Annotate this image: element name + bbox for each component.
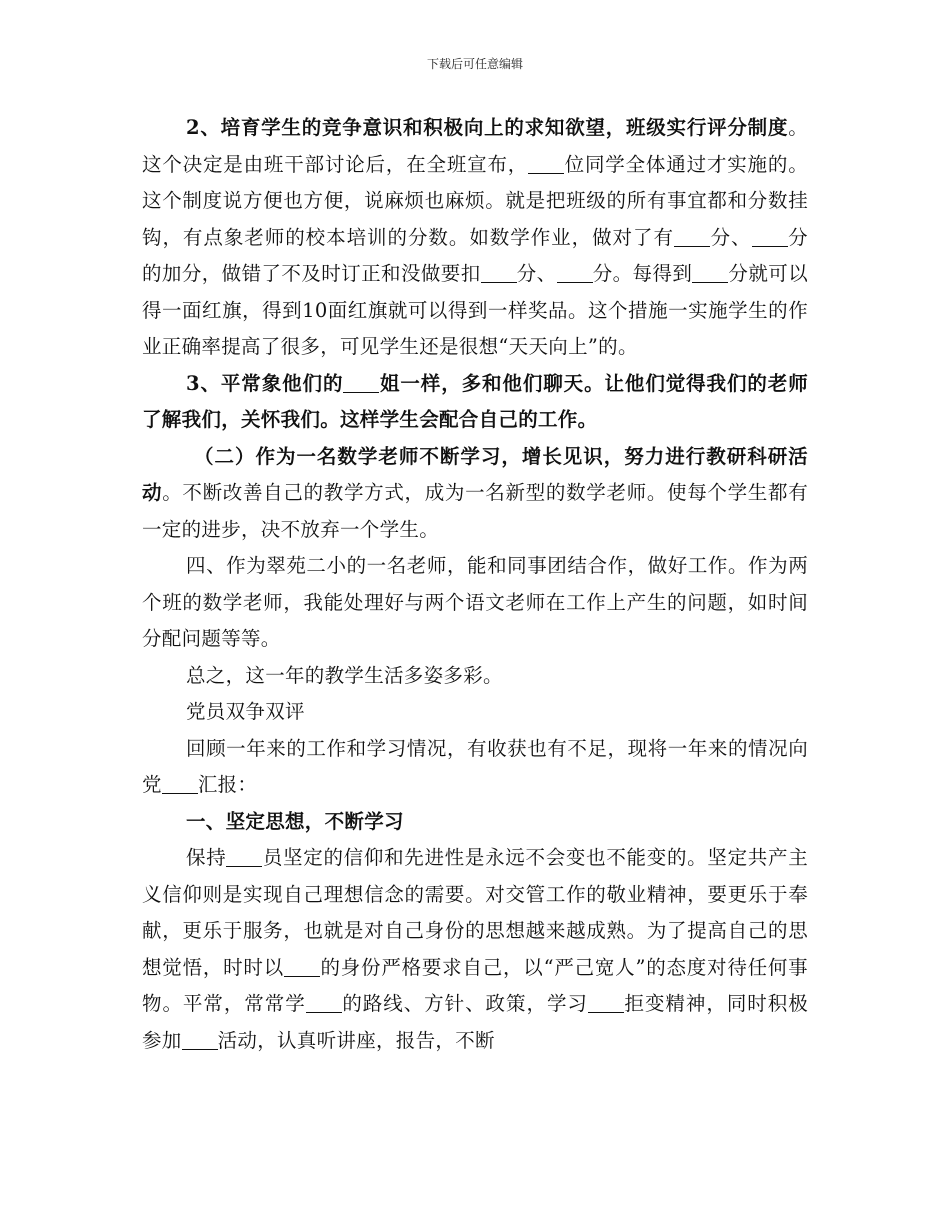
- blank-underline: [557, 262, 593, 283]
- blank-underline: [674, 226, 710, 247]
- blank-underline: [182, 1029, 218, 1050]
- blank-underline: [226, 846, 262, 867]
- blank-underline: [284, 956, 320, 977]
- paragraph-scoring-system: 2、培育学生的竞争意识和积极向上的求知欲望，班级实行评分制度。这个决定是由班干部讨论后，在全班宣布， 位同学全体通过才实施的。这个制度说方便也方便，说麻烦也麻烦。就是把班级的所有事宜都和分数挂钩，有点象老师的校本培训的分数。如数学作业，做对了有 分、 分的加分，做错了不及时订正和没做要扣 分、 分。每得到 分就可以得一面红旗，得到10面红旗就可以得到一样奖品。这个措施一实施学生的作业正确率提高了很多，可见学生还是很想“天天向上”的。: [142, 116, 808, 358]
- blank-underline: [692, 262, 728, 283]
- page-header: 下载后可任意编辑: [426, 57, 523, 71]
- blank-underline: [162, 773, 198, 794]
- blank-underline: [588, 992, 624, 1013]
- section-heading: 一、坚定思想，不断学习: [186, 809, 404, 833]
- paragraph-heading: 2、培育学生的竞争意识和积极向上的求知欲望，班级实行评分制度: [186, 116, 789, 139]
- blank-underline: [752, 226, 788, 247]
- paragraph-review: 回顾一年来的工作和学习情况，有收获也有不足，现将一年来的情况向党 汇报：: [142, 736, 808, 796]
- paragraph-keep-learning: （二）作为一名数学老师不断学习，增长见识，努力进行教研科研活动。不断改善自己的教学方式，成为一名新型的数学老师。使每个学生都有一定的进步，决不放弃一个学生。: [142, 444, 808, 541]
- paragraph-heading: （二）作为一名数学老师不断学习，增长见识，努力进行教研科研活动: [142, 444, 808, 504]
- document-body: [142, 110, 808, 1059]
- blank-underline: [528, 153, 564, 174]
- blank-underline: [343, 372, 379, 393]
- blank-underline: [481, 262, 517, 283]
- blank-underline: [306, 992, 342, 1013]
- paragraph-firm-belief: 保持 员坚定的信仰和先进性是永远不会变也不能变的。坚定共产主义信仰则是实现自己理想信念的需要。对交管工作的敬业精神，要更乐于奉献，更乐于服务，也就是对自己身份的思想越来越成熟。为了提高自己的思想觉悟，时时以 的身份严格要求自己，以“严己宽人”的态度对待任何事物。平常，常常学 的路线、方针、政策，学习 拒变精神，同时积极参加 活动，认真听讲座，报告，不断: [142, 846, 808, 1052]
- section-title: 党员双争双评: [186, 700, 305, 723]
- paragraph-summary: 总之，这一年的教学生活多姿多彩。: [186, 663, 503, 687]
- paragraph-chat-with-students: 3、平常象他们的 姐一样，多和他们聊天。让他们觉得我们的老师了解我们，关怀我们。这样学生会配合自己的工作。: [142, 371, 808, 431]
- paragraph-teamwork: 四、作为翠苑二小的一名老师，能和同事团结合作，做好工作。作为两个班的数学老师，我能处理好与两个语文老师在工作上产生的问题，如时间分配问题等等。: [142, 554, 808, 650]
